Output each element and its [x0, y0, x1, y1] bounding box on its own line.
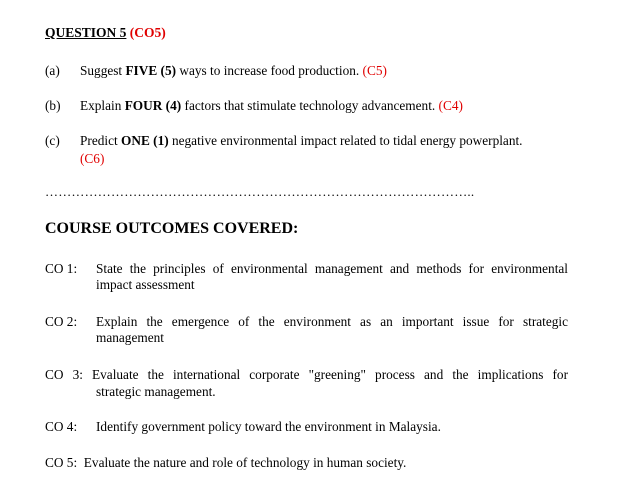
part-a-post: ways to increase food production. — [176, 63, 363, 78]
co5-label: CO 5: — [45, 455, 78, 470]
part-a-pre: Suggest — [80, 63, 126, 78]
part-b-text — [80, 98, 463, 114]
co5-item — [45, 455, 406, 471]
part-c-text — [80, 133, 523, 149]
part-b-pre: Explain — [80, 98, 125, 113]
co4-label: CO 4: — [45, 419, 78, 434]
co1-text: State the principles of environmental management and methods for environmental impact assessment — [96, 261, 568, 292]
part-c-post: negative environmental impact related to tidal energy powerplant. — [168, 133, 523, 148]
part-b-post: factors that stimulate technology advancement. — [181, 98, 439, 113]
course-outcomes-heading: COURSE OUTCOMES COVERED: — [45, 220, 299, 237]
part-a-tag: (C5) — [362, 63, 387, 78]
co2-label: CO 2: — [45, 314, 78, 329]
part-c-pre: Predict — [80, 133, 121, 148]
question-label: QUESTION 5 — [45, 25, 127, 40]
co3-label: CO 3: — [45, 367, 83, 382]
part-b-letter: (b) — [45, 98, 61, 113]
part-a-letter: (a) — [45, 63, 60, 78]
part-c-bold: ONE (1) — [121, 133, 169, 148]
part-a-text — [80, 63, 387, 79]
dotted-separator: …………………………………………………………………………………….. — [45, 184, 475, 199]
co1-label: CO 1: — [45, 261, 78, 276]
part-b-tag: (C4) — [438, 98, 463, 113]
co5-text: Evaluate the nature and role of technology in human society. — [83, 455, 407, 470]
part-c-tag: (C6) — [80, 151, 105, 166]
co3-text-line1: Evaluate the international corporate "greening" process and the implications for — [92, 367, 569, 382]
co3-text-line2: strategic management. — [96, 384, 216, 399]
question-co-tag: (CO5) — [129, 25, 166, 40]
part-c-letter: (c) — [45, 133, 60, 148]
part-b-bold: FOUR (4) — [124, 98, 182, 113]
co3-line1 — [45, 366, 568, 383]
co2-text: Explain the emergence of the environment as an important issue for strategic management — [96, 314, 568, 345]
co4-text: Identify government policy toward the environment in Malaysia. — [96, 419, 441, 434]
question-title — [45, 25, 166, 41]
co3-item — [45, 366, 568, 400]
part-a-bold: FIVE (5) — [125, 63, 177, 78]
